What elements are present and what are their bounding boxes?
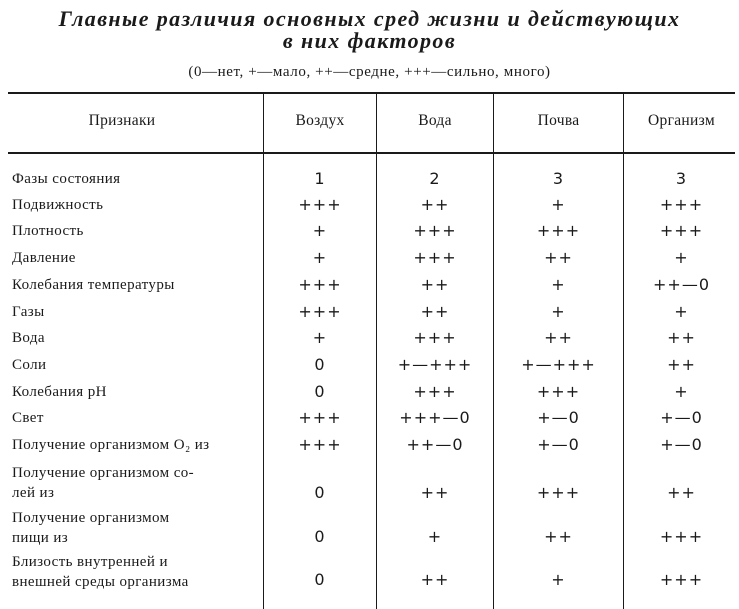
cell-organism: +++ [659, 221, 704, 240]
cell-organism: ++ [667, 355, 696, 374]
cell-soil: +++ [536, 483, 581, 502]
header-features: Признаки [88, 112, 156, 129]
cell-air: +++ [298, 302, 342, 321]
cell-air: 0 [314, 382, 326, 401]
cell-organism: ++ [667, 328, 696, 347]
cell-water: ++ [420, 570, 450, 589]
cell-air: +++ [298, 435, 342, 454]
cell-water: +++ [413, 221, 457, 240]
row-label: Получение организмом со- лей из [12, 465, 195, 501]
cell-organism: +++ [659, 527, 704, 546]
cell-soil: + [551, 302, 566, 321]
header-soil: Почва [537, 112, 580, 129]
row-label: Фазы состояния [12, 171, 121, 187]
cell-soil: +—0 [537, 435, 580, 454]
cell-water: ++ [420, 275, 450, 294]
cell-organism: +—0 [660, 435, 703, 454]
cell-water: ++ [420, 302, 450, 321]
header-rule [8, 152, 735, 154]
cell-water: +++—0 [399, 408, 471, 427]
row-label: Получение организмом пищи из [12, 510, 170, 546]
legend: (0—нет, +—мало, ++—средне, +++—сильно, много) [188, 64, 551, 80]
cell-organism: ++ [667, 483, 696, 502]
cell-soil: ++ [544, 527, 573, 546]
cell-organism: 3 [675, 169, 688, 188]
row-label: Плотность [12, 223, 84, 239]
cell-water: ++ [420, 483, 450, 502]
cell-air: 0 [314, 527, 326, 546]
cell-soil: ++ [544, 328, 573, 347]
top-rule [8, 92, 735, 94]
cell-soil: ++ [544, 248, 573, 267]
row-label: Подвижность [12, 197, 104, 213]
cell-air: +++ [298, 408, 342, 427]
cell-organism: + [674, 382, 689, 401]
row-label: Близость внутренней и внешней среды организма [12, 554, 189, 590]
cell-water: ++ [420, 195, 450, 214]
cell-soil: + [551, 195, 566, 214]
cell-air: + [312, 328, 328, 347]
cell-air: 0 [314, 483, 326, 502]
cell-organism: ++—0 [653, 275, 710, 294]
row-label: Получение организмом O₂ из [12, 437, 210, 453]
cell-water: +++ [413, 382, 457, 401]
cell-soil: + [551, 275, 566, 294]
cell-soil: +++ [536, 221, 581, 240]
header-organism: Организм [648, 112, 715, 129]
row-label: Давление [12, 250, 76, 266]
cell-soil: +—+++ [521, 355, 596, 374]
cell-organism: + [674, 248, 689, 267]
cell-water: ++—0 [406, 435, 464, 454]
cell-soil: +++ [536, 382, 581, 401]
cell-air: +++ [298, 275, 342, 294]
cell-organism: +++ [659, 570, 704, 589]
cell-water: + [427, 527, 443, 546]
row-label: Вода [12, 330, 45, 346]
cell-water: +—+++ [397, 355, 473, 374]
cell-air: +++ [298, 195, 342, 214]
cell-air: 0 [314, 570, 326, 589]
page-title: Главные различия основных сред жизни и действующих [58, 6, 681, 31]
cell-water: +++ [413, 248, 457, 267]
cell-air: 0 [314, 355, 326, 374]
row-label: Свет [12, 410, 44, 426]
cell-soil: + [551, 570, 566, 589]
cell-air: + [312, 248, 328, 267]
cell-air: 1 [314, 169, 326, 188]
cell-soil: +—0 [537, 408, 580, 427]
row-label: Колебания pH [12, 384, 107, 400]
cell-water: +++ [413, 328, 457, 347]
cell-organism: +++ [659, 195, 704, 214]
cell-organism: + [674, 302, 689, 321]
page-title-line-2: в них факторов [282, 28, 457, 53]
row-label: Соли [12, 357, 47, 373]
cell-water: 2 [429, 169, 441, 188]
header-air: Воздух [295, 112, 345, 129]
cell-air: + [312, 221, 328, 240]
row-label: Колебания температуры [12, 277, 175, 293]
cell-organism: +—0 [660, 408, 703, 427]
cell-soil: 3 [552, 169, 565, 188]
header-water: Вода [418, 112, 452, 129]
row-label: Газы [12, 304, 45, 320]
